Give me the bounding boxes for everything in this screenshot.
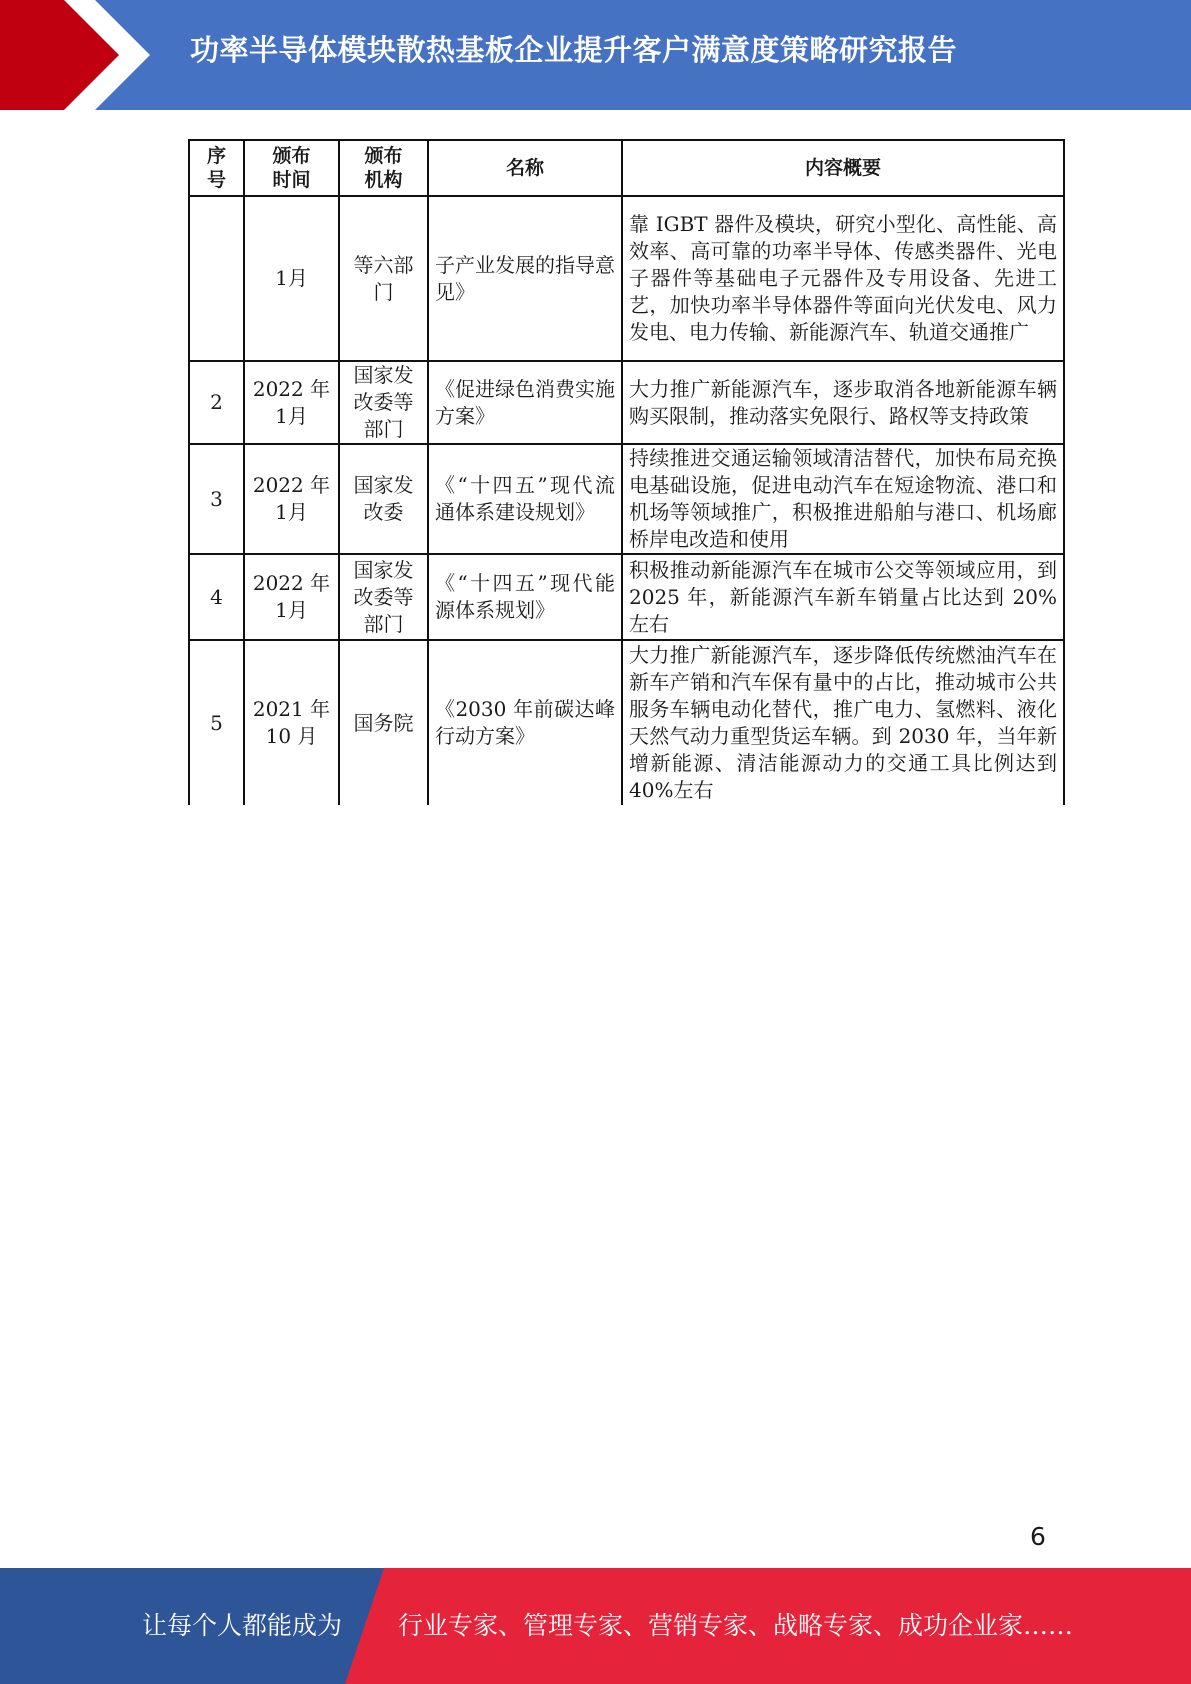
cell-date: 2022 年 1月	[244, 361, 339, 444]
table-row	[189, 361, 1064, 444]
cell-no	[189, 196, 244, 361]
cell-agency: 国家发 改委	[339, 444, 428, 554]
footer-tagline: 行业专家、管理专家、营销专家、战略专家、成功企业家……	[398, 1611, 1074, 1640]
header-date-label: 颁布 时间	[272, 145, 311, 191]
table-row	[189, 444, 1064, 554]
cell-name: 《促进绿色消费实施方案》	[428, 361, 622, 444]
cell-date: 2021 年 10 月	[244, 640, 339, 805]
cell-no: 3	[189, 444, 244, 554]
cell-summary: 积极推动新能源汽车在城市公交等领域应用，到 2025 年，新能源汽车新车销量占比达到 20%左右	[622, 554, 1064, 640]
header-no	[189, 140, 244, 196]
cell-date: 2022 年 1月	[244, 444, 339, 554]
cell-summary: 持续推进交通运输领域清洁替代，加快布局充换电基础设施，促进电动汽车在短途物流、港口和机场等领域推广，积极推进船舶与港口、机场廊桥岸电改造和使用	[622, 444, 1064, 554]
cell-summary: 大力推广新能源汽车，逐步取消各地新能源车辆购买限制，推动落实免限行、路权等支持政策	[622, 361, 1064, 444]
page-header	[0, 0, 1191, 110]
cell-date: 2022 年 1月	[244, 554, 339, 640]
policy-table	[188, 139, 1065, 805]
table-header-row	[189, 140, 1064, 196]
cell-name: 《“十四五”现代流通体系建设规划》	[428, 444, 622, 554]
header-name	[428, 140, 622, 196]
header-no-label: 序 号	[206, 145, 226, 191]
cell-date: 1月	[244, 196, 339, 361]
cell-name: 子产业发展的指导意见》	[428, 196, 622, 361]
cell-no: 5	[189, 640, 244, 805]
cell-agency: 等六部 门	[339, 196, 428, 361]
cell-agency: 国家发 改委等 部门	[339, 554, 428, 640]
cell-agency: 国务院	[339, 640, 428, 805]
page-number: 6	[1030, 1522, 1046, 1551]
cell-summary: 靠 IGBT 器件及模块，研究小型化、高性能、高效率、高可靠的功率半导体、传感类器件、光电子器件等基础电子元器件及专用设备、先进工艺，加快功率半导体器件等面向光伏发电、风力发电、电力传输、新能源汽车、轨道交通推广	[622, 196, 1064, 361]
page-footer	[0, 1568, 1191, 1684]
header-date	[244, 140, 339, 196]
table-row	[189, 196, 1064, 361]
cell-summary: 大力推广新能源汽车，逐步降低传统燃油汽车在新车产销和汽车保有量中的占比，推动城市公共服务车辆电动化替代，推广电力、氢燃料、液化天然气动力重型货运车辆。到 2030 年，当年新增新能源、清洁能源动力的交通工具比例达到 40%左右	[622, 640, 1064, 805]
footer-lead-text: 让每个人都能成为	[142, 1611, 343, 1640]
cell-no: 2	[189, 361, 244, 444]
cell-name: 《2030 年前碳达峰行动方案》	[428, 640, 622, 805]
table-row	[189, 554, 1064, 640]
header-arrow-decoration	[0, 0, 160, 110]
header-name-label: 名称	[505, 157, 544, 179]
cell-name: 《“十四五”现代能源体系规划》	[428, 554, 622, 640]
header-summary	[622, 140, 1064, 196]
header-agency	[339, 140, 428, 196]
header-agency-label: 颁布 机构	[364, 145, 403, 191]
report-title: 功率半导体模块散热基板企业提升客户满意度策略研究报告	[190, 33, 958, 67]
cell-agency: 国家发 改委等 部门	[339, 361, 428, 444]
header-summary-label: 内容概要	[804, 157, 881, 179]
cell-no: 4	[189, 554, 244, 640]
table-row	[189, 640, 1064, 805]
